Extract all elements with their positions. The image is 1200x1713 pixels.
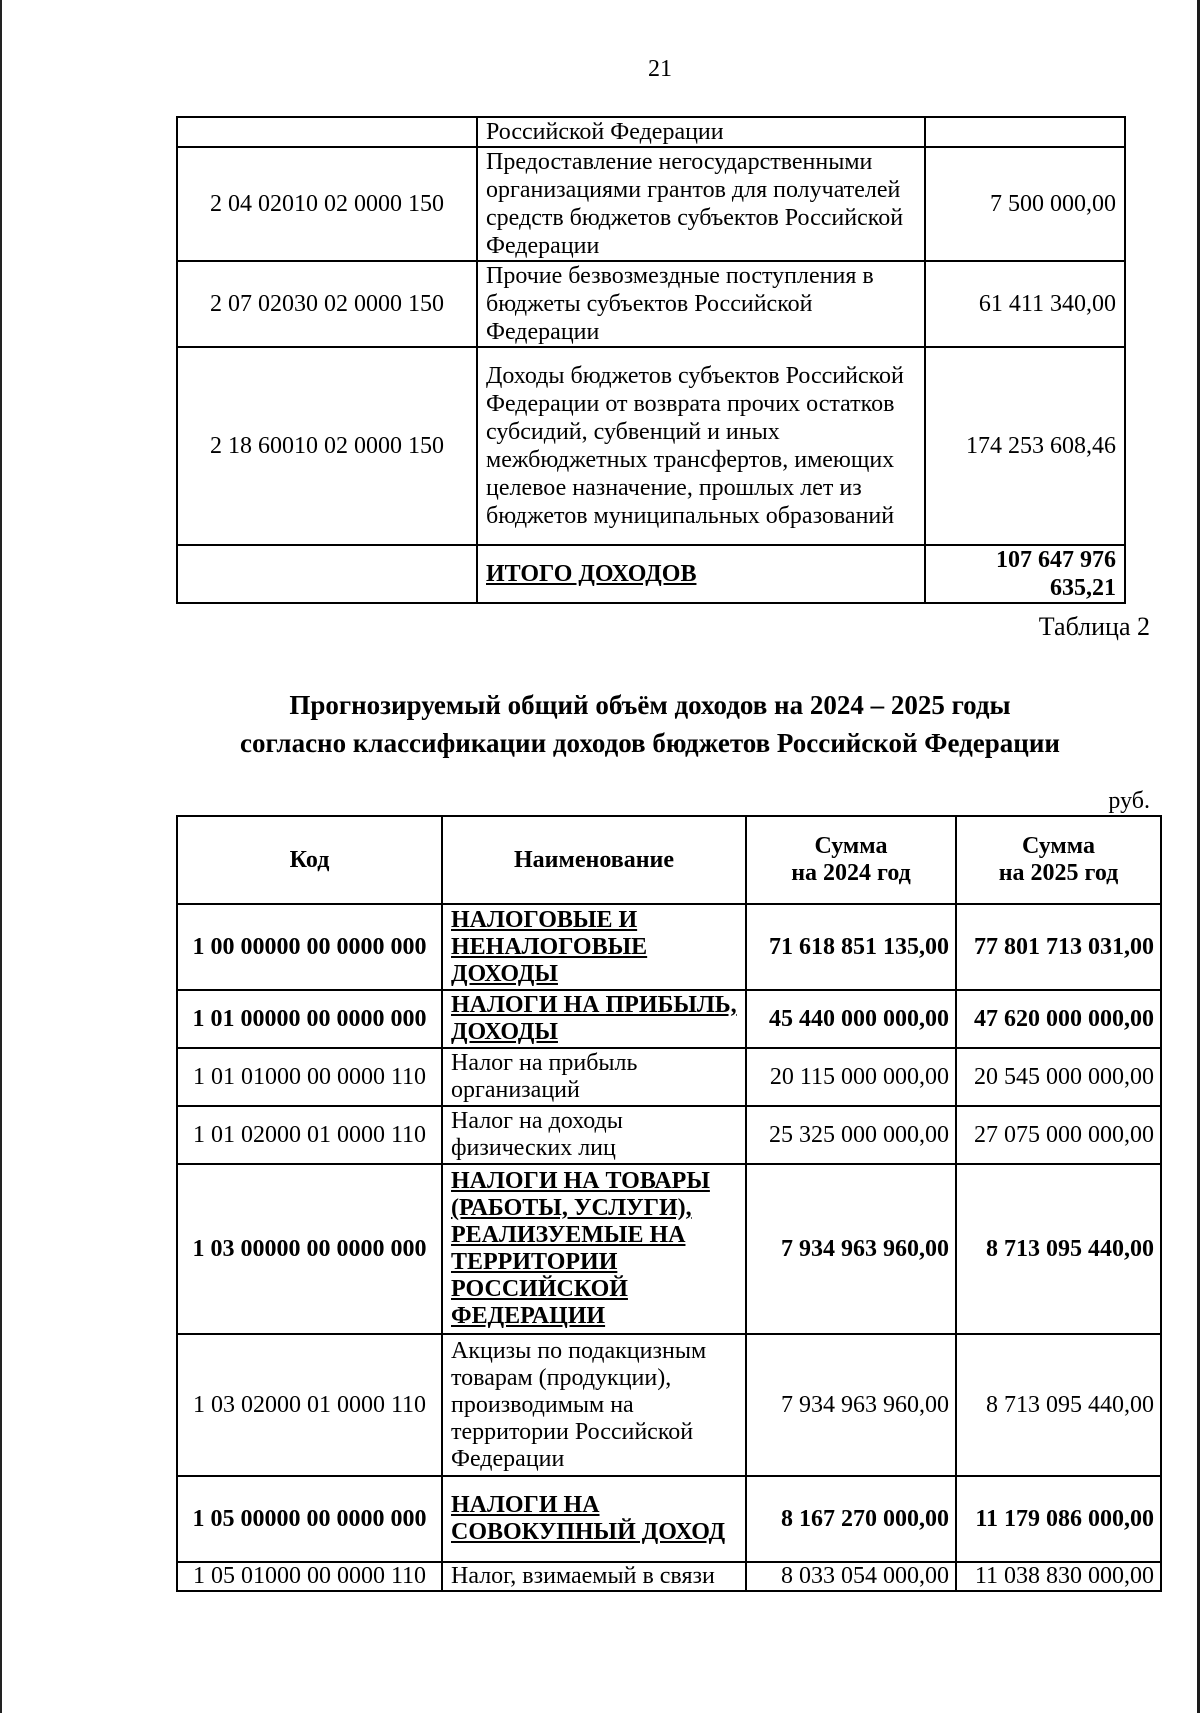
name-cell: НАЛОГИ НА ТОВАРЫ (РАБОТЫ, УСЛУГИ), РЕАЛИЗУЕМЫЕ НА ТЕРРИТОРИИ РОССИЙСКОЙ ФЕДЕРАЦИИ <box>442 1164 746 1334</box>
sum-2025-cell: 27 075 000 000,00 <box>956 1106 1161 1164</box>
amount-cell <box>925 117 1125 147</box>
code-cell: 1 05 01000 00 0000 110 <box>177 1562 442 1591</box>
table-row <box>177 261 1125 347</box>
code-cell: 1 05 00000 00 0000 000 <box>177 1476 442 1562</box>
table-row <box>177 1048 1161 1106</box>
header-sum-2025 <box>956 816 1161 904</box>
sum-2024-cell: 45 440 000 000,00 <box>746 990 956 1048</box>
sum-2024-cell: 7 934 963 960,00 <box>746 1164 956 1334</box>
table-row <box>177 990 1161 1048</box>
name-cell: Предоставление негосударственными организациями грантов для получателей средств бюджетов субъектов Российской Федерации <box>477 147 925 261</box>
table-row <box>177 1106 1161 1164</box>
code-cell: 1 03 02000 01 0000 110 <box>177 1334 442 1476</box>
scan-edge-left <box>0 0 2 1713</box>
header-sum-2025-line1: Сумма <box>1022 833 1095 859</box>
table-row <box>177 1562 1161 1591</box>
code-cell: 2 04 02010 02 0000 150 <box>177 147 477 261</box>
sum-2024-cell: 20 115 000 000,00 <box>746 1048 956 1106</box>
table-row <box>177 904 1161 990</box>
code-cell: 2 18 60010 02 0000 150 <box>177 347 477 545</box>
header-sum-2024-line1: Сумма <box>814 833 888 859</box>
code-cell: 1 01 00000 00 0000 000 <box>177 990 442 1048</box>
sum-2025-cell: 77 801 713 031,00 <box>956 904 1161 990</box>
header-sum-2025-line2: на 2025 год <box>998 860 1119 886</box>
sum-2025-cell: 20 545 000 000,00 <box>956 1048 1161 1106</box>
name-cell: Доходы бюджетов субъектов Российской Федерации от возврата прочих остатков субсидий, субвенций и иных межбюджетных трансфертов, имеющих целевое назначение, прошлых лет из бюджетов муниципальных образований <box>477 347 925 545</box>
amount-cell: 61 411 340,00 <box>925 261 1125 347</box>
page-number: 21 <box>648 56 672 82</box>
table-row <box>177 147 1125 261</box>
name-cell: Налог, взимаемый в связи <box>442 1562 746 1591</box>
header-sum-2024-line2: на 2024 год <box>791 860 911 886</box>
sum-2024-cell: 8 033 054 000,00 <box>746 1562 956 1591</box>
code-cell: 1 00 00000 00 0000 000 <box>177 904 442 990</box>
amount-cell: 7 500 000,00 <box>925 147 1125 261</box>
code-cell: 1 01 02000 01 0000 110 <box>177 1106 442 1164</box>
currency-unit: руб. <box>1108 788 1150 814</box>
code-cell <box>177 117 477 147</box>
name-cell: Российской Федерации <box>477 117 925 147</box>
total-row <box>177 545 1125 603</box>
amount-cell: 174 253 608,46 <box>925 347 1125 545</box>
table-row <box>177 1164 1161 1334</box>
table-row <box>177 1476 1161 1562</box>
name-cell: НАЛОГОВЫЕ И НЕНАЛОГОВЫЕ ДОХОДЫ <box>442 904 746 990</box>
sum-2025-cell: 8 713 095 440,00 <box>956 1164 1161 1334</box>
name-cell: Прочие безвозмездные поступления в бюджеты субъектов Российской Федерации <box>477 261 925 347</box>
forecast-income-table <box>176 815 1162 1592</box>
code-cell: 2 07 02030 02 0000 150 <box>177 261 477 347</box>
header-sum-2024 <box>746 816 956 904</box>
table-row <box>177 1334 1161 1476</box>
total-amount: 107 647 976 635,21 <box>925 545 1125 603</box>
code-cell <box>177 545 477 603</box>
sum-2024-cell: 7 934 963 960,00 <box>746 1334 956 1476</box>
sum-2025-cell: 11 179 086 000,00 <box>956 1476 1161 1562</box>
name-cell: Акцизы по подакцизным товарам (продукции), производимым на территории Российской Федерации <box>442 1334 746 1476</box>
name-cell: НАЛОГИ НА ПРИБЫЛЬ, ДОХОДЫ <box>442 990 746 1048</box>
table-header-row <box>177 816 1161 904</box>
sum-2024-cell: 71 618 851 135,00 <box>746 904 956 990</box>
total-label: ИТОГО ДОХОДОВ <box>477 545 925 603</box>
table-title-line-2: согласно классификации доходов бюджетов Российской Федерации <box>240 728 1060 758</box>
name-cell: Налог на прибыль организаций <box>442 1048 746 1106</box>
code-cell: 1 01 01000 00 0000 110 <box>177 1048 442 1106</box>
table-number-label: Таблица 2 <box>1038 612 1150 641</box>
header-name: Наименование <box>442 816 746 904</box>
table-row <box>177 117 1125 147</box>
sum-2024-cell: 8 167 270 000,00 <box>746 1476 956 1562</box>
sum-2025-cell: 47 620 000 000,00 <box>956 990 1161 1048</box>
income-table-continuation <box>176 116 1126 604</box>
name-cell: Налог на доходы физических лиц <box>442 1106 746 1164</box>
code-cell: 1 03 00000 00 0000 000 <box>177 1164 442 1334</box>
sum-2025-cell: 11 038 830 000,00 <box>956 1562 1161 1591</box>
header-code: Код <box>177 816 442 904</box>
sum-2025-cell: 8 713 095 440,00 <box>956 1334 1161 1476</box>
table-title-line-1: Прогнозируемый общий объём доходов на 2024 – 2025 годы <box>289 690 1011 720</box>
name-cell: НАЛОГИ НА СОВОКУПНЫЙ ДОХОД <box>442 1476 746 1562</box>
table-row <box>177 347 1125 545</box>
sum-2024-cell: 25 325 000 000,00 <box>746 1106 956 1164</box>
